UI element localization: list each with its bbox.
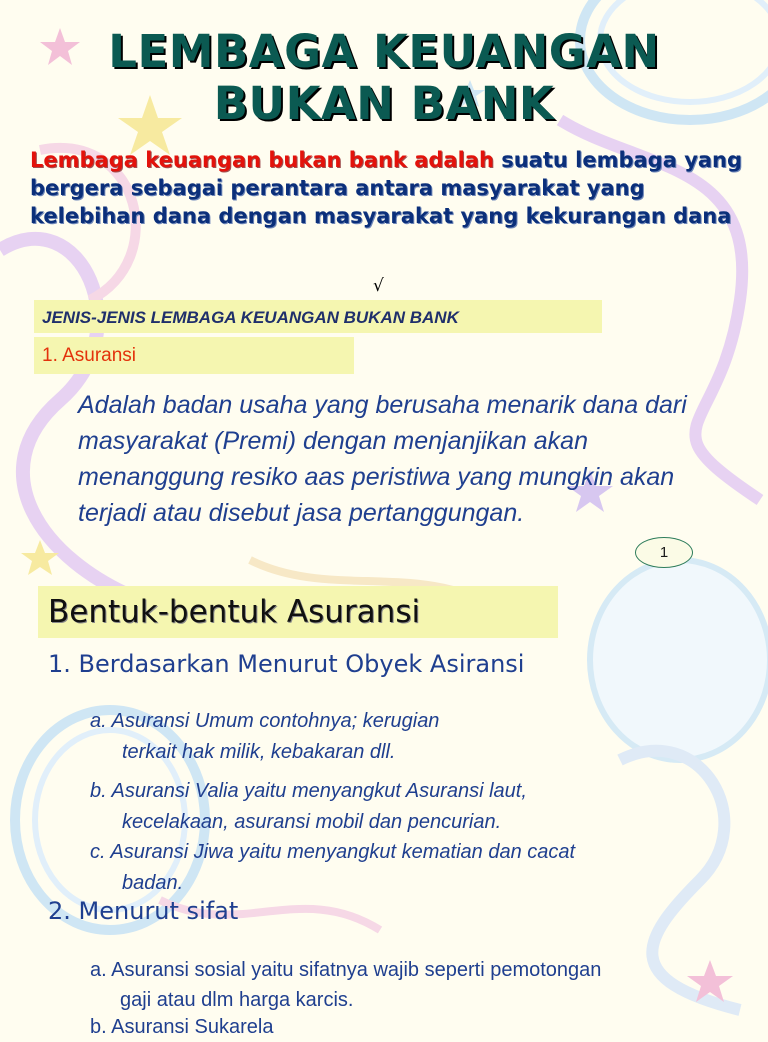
- list-item: [90, 706, 439, 768]
- page-number-badge: 1: [635, 537, 693, 568]
- section-1-number: 1.: [48, 650, 71, 678]
- list-item: [90, 837, 575, 899]
- list-item: [90, 1012, 273, 1042]
- item-line: c. Asuransi Jiwa yaitu menyangkut kematian dan cacat: [90, 841, 576, 863]
- page-title: [0, 26, 768, 130]
- section-2-heading: [48, 897, 238, 925]
- forms-heading-box: [38, 586, 558, 638]
- section-2-number: 2.: [48, 897, 71, 925]
- asuransi-description: Adalah badan usaha yang berusaha menarik dana dari masyarakat (Premi) dengan menjanjikan akan menanggung resiko aas peristiwa yang mungkin akan terjadi atau disebut jasa pertanggungan.: [78, 391, 687, 527]
- section-2-title: Menurut sifat: [78, 897, 239, 925]
- types-heading-box: [34, 300, 602, 333]
- section-1-title: Berdasarkan Menurut Obyek Asiransi: [78, 650, 525, 678]
- item-line-continuation: gaji atau dlm harga karcis.: [120, 989, 354, 1011]
- item-line-continuation: kecelakaan, asuransi mobil dan pencurian.: [122, 811, 502, 833]
- item-line: b. Asuransi Valia yaitu menyangkut Asuransi laut,: [90, 780, 527, 802]
- definition-paragraph: [30, 146, 750, 230]
- item-line-continuation: badan.: [122, 872, 184, 894]
- asuransi-heading: 1. Asuransi: [42, 345, 136, 366]
- forms-heading: Bentuk-bentuk Asuransi: [48, 594, 421, 630]
- asuransi-heading-box: [34, 337, 354, 374]
- item-line: a. Asuransi Umum contohnya; kerugian: [90, 710, 440, 732]
- list-item: [90, 955, 601, 1015]
- check-mark: √: [373, 276, 384, 296]
- types-heading: JENIS-JENIS LEMBAGA KEUANGAN BUKAN BANK: [42, 308, 459, 327]
- list-item: [90, 776, 527, 838]
- item-line: a. Asuransi sosial yaitu sifatnya wajib seperti pemotongan: [90, 959, 602, 981]
- item-line-continuation: terkait hak milik, kebakaran dll.: [122, 741, 396, 763]
- definition-term: Lembaga keuangan bukan bank adalah: [30, 148, 494, 172]
- definition-body: suatu lembaga yang bergera sebagai perantara antara masyarakat yang kelebihan dana dengan masyarakat yang kekurangan dana: [30, 148, 743, 228]
- title-line-2: BUKAN BANK: [213, 77, 555, 130]
- section-1-heading: [48, 650, 524, 678]
- item-line: b. Asuransi Sukarela: [90, 1016, 274, 1038]
- title-line-1: LEMBAGA KEUANGAN: [108, 25, 660, 78]
